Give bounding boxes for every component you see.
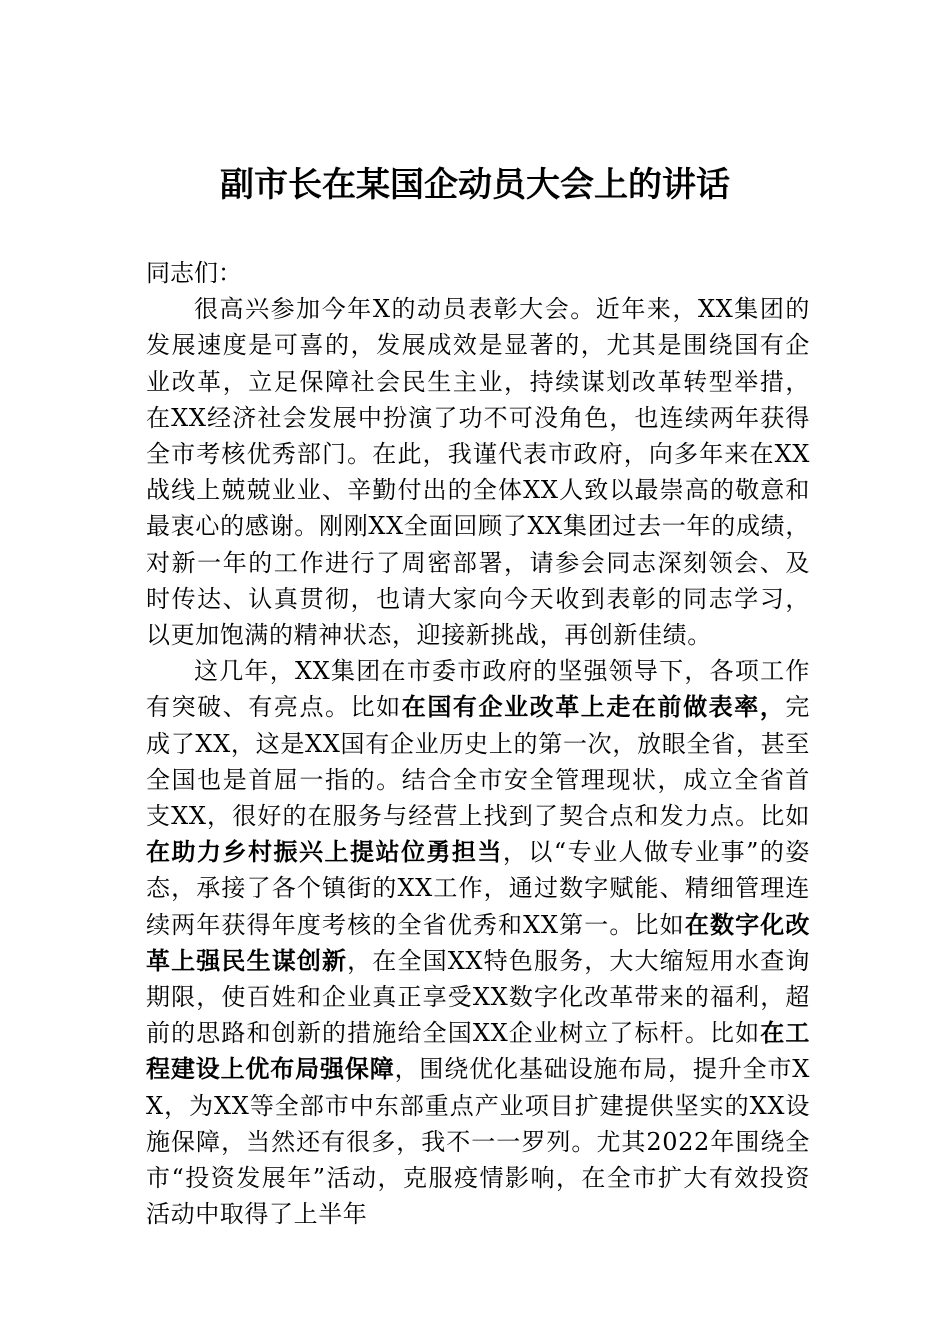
bold-phrase: 在助力乡村振兴上提站位勇担当	[146, 837, 503, 867]
text-run: ，围绕优化基础设施布局，提升全市XX，为XX等全部市中东部重点产业项目扩建提供坚实的XX设施保障，当然还有很多，我不一一罗列。尤其2022年围绕全市“投资发展年”活动，克服疫情影响，在全市扩大有效投资活动中取得了上半年	[146, 1055, 810, 1229]
text-run: ，以“专业人做专业事”的姿态，承接了各个镇街的XX工作，通过数字赋能、精细管理连续两年获得年度考核的全省优秀和XX第一。比如	[146, 838, 810, 939]
bold-phrase: 在工程建设上优布局强保障	[146, 1018, 810, 1084]
paragraph-list	[146, 291, 810, 1232]
text-run: 很高兴参加今年X的动员表彰大会。近年来，XX集团的发展速度是可喜的，发展成效是显著的，尤其是围绕国有企业改革，立足保障社会民生主业，持续谋划改革转型举措，在XX经济社会发展中扮演了功不可没角色，也连续两年获得全市考核优秀部门。在此，我谨代表市政府，向多年来在XX战线上兢兢业业、辛勤付出的全体XX人致以最崇高的敬意和最衷心的感谢。刚刚XX全面回顾了XX集团过去一年的成绩，对新一年的工作进行了周密部署，请参会同志深刻领会、及时传达、认真贯彻，也请大家向今天收到表彰的同志学习，以更加饱满的精神状态，迎接新挑战，再创新佳绩。	[146, 295, 810, 650]
document-body	[146, 255, 810, 1232]
document-title: 副市长在某国企动员大会上的讲话	[220, 165, 730, 205]
body-paragraph	[146, 653, 810, 1232]
bold-phrase: 在数字化改革上强民生谋创新	[146, 909, 811, 975]
text-run: 这几年，XX集团在市委市政府的坚强领导下，各项工作有突破、有亮点。比如	[146, 657, 810, 722]
text-run: ，在全国XX特色服务，大大缩短用水查询期限，使百姓和企业真正享受XX数字化改革带来的福利，超前的思路和创新的措施给全国XX企业树立了标杆。比如	[146, 946, 810, 1048]
text-run: 完成了XX，这是XX国有企业历史上的第一次，放眼全省，甚至全国也是首屈一指的。结合全市安全管理现状，成立全省首支XX，很好的在服务与经营上找到了契合点和发力点。比如	[146, 693, 811, 831]
bold-phrase: 在国有企业改革上走在前做表率，	[401, 692, 786, 722]
salutation: 同志们：	[146, 259, 242, 287]
body-paragraph	[146, 291, 810, 653]
